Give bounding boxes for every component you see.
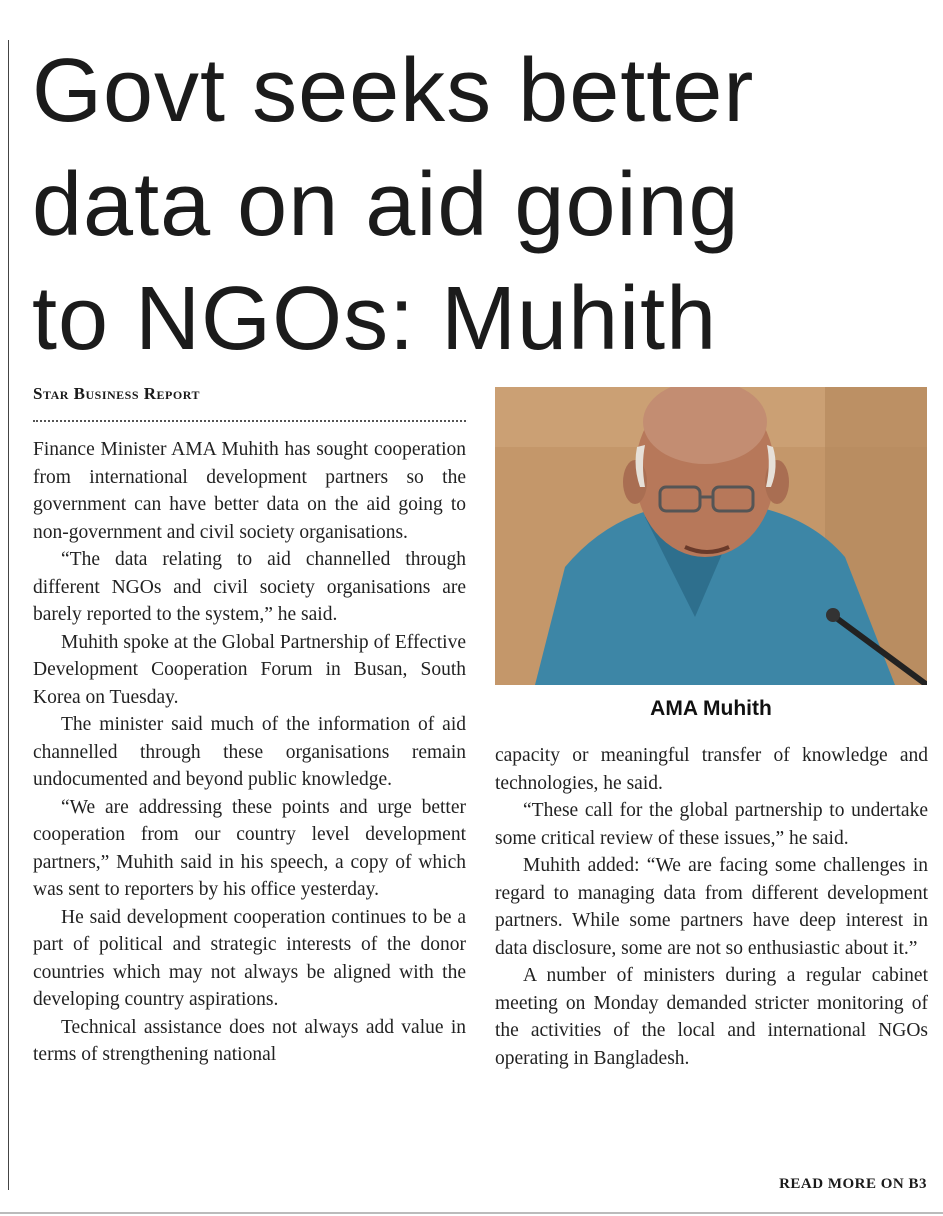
byline: Star Business Report <box>33 384 200 403</box>
paragraph: “We are addressing these points and urge better cooperation from our country level development partners,” Muhith said in his speech, a copy of which was sent to reporters by his office yesterday. <box>33 796 466 900</box>
paragraph: The minister said much of the information of aid channelled through these organisations remain undocumented and beyond public knowledge. <box>33 714 466 790</box>
column-rule-left <box>8 40 9 1190</box>
paragraph: “The data relating to aid channelled through different NGOs and civil society organisations are barely reported to the system,” he said. <box>33 549 466 625</box>
dotted-divider <box>33 420 466 422</box>
article-column-2 <box>495 742 928 1182</box>
paragraph: Finance Minister AMA Muhith has sought cooperation from international development partners so the government can have better data on the aid going to non-government and civil society organisations. <box>33 439 466 543</box>
headline-line-1: Govt seeks better <box>32 41 755 141</box>
headline-line-3: to NGOs: Muhith <box>32 269 718 369</box>
paragraph: A number of ministers during a regular cabinet meeting on Monday demanded stricter monitoring of the activities of the local and international NGOs operating in Bangladesh. <box>495 965 928 1069</box>
read-more-link[interactable]: READ MORE ON B3 <box>779 1176 927 1192</box>
paragraph: Technical assistance does not always add value in terms of strengthening national <box>33 1016 466 1065</box>
paragraph: Muhith added: “We are facing some challenges in regard to managing data from different development partners. While some partners have deep interest in data disclosure, some are not so enthusiastic about it.” <box>495 855 928 959</box>
paragraph: Muhith spoke at the Global Partnership of Effective Development Cooperation Forum in Busan, South Korea on Tuesday. <box>33 631 466 708</box>
headline <box>32 34 932 376</box>
paragraph: capacity or meaningful transfer of knowledge and technologies, he said. <box>495 745 928 794</box>
portrait-photo <box>495 387 927 685</box>
portrait-illustration <box>495 387 927 685</box>
paragraph: “These call for the global partnership to undertake some critical review of these issues,” he said. <box>495 800 928 849</box>
headline-line-2: data on aid going <box>32 155 740 255</box>
paragraph: He said development cooperation continues to be a part of political and strategic interests of the donor countries which may not always be aligned with the developing country aspirations. <box>33 906 466 1010</box>
photo-caption: AMA Muhith <box>650 697 772 720</box>
article-column-1 <box>33 436 466 1196</box>
bottom-rule <box>0 1212 943 1214</box>
